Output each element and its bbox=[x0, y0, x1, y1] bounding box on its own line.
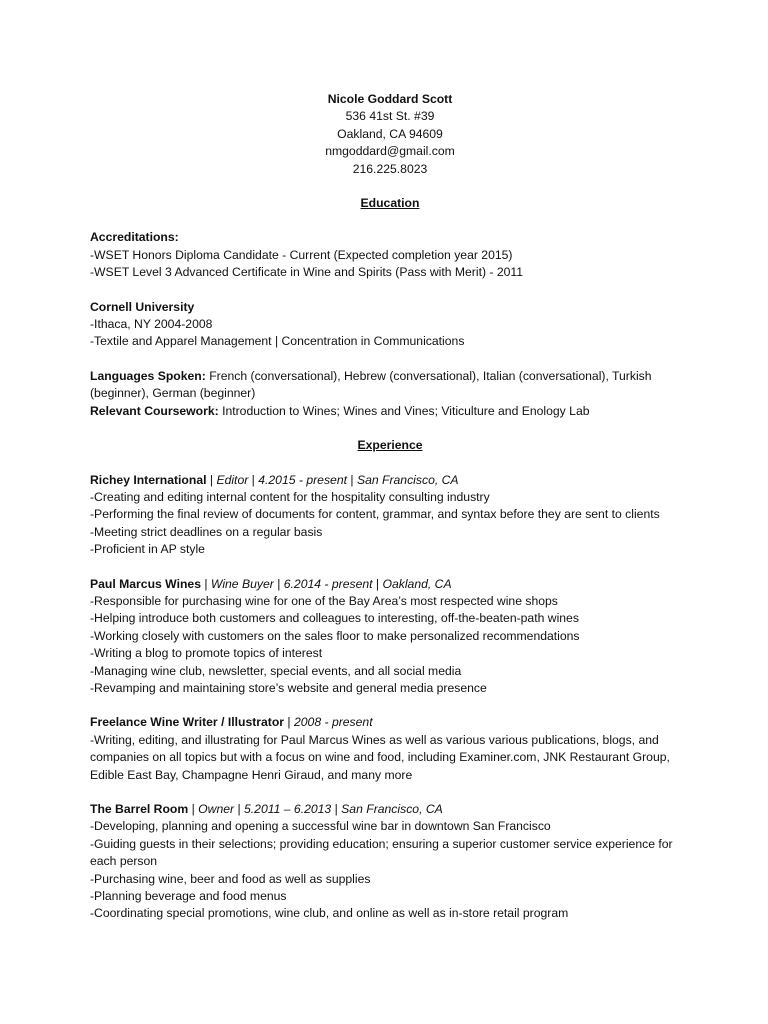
job-duty: -Creating and editing internal content for the hospitality consulting industry bbox=[90, 489, 490, 504]
separator: | bbox=[200, 576, 211, 591]
job-duty: -Coordinating special promotions, wine club, and online as well as in-store retail program bbox=[90, 906, 569, 921]
separator: | bbox=[273, 576, 284, 591]
job-location: San Francisco, CA bbox=[341, 802, 443, 816]
languages-text: French (conversational), Hebrew (conversational), Italian (conversational), Turkish (beginner), German (beginner) bbox=[90, 368, 652, 401]
relevant-coursework bbox=[90, 403, 690, 420]
candidate-name: Nicole Goddard Scott bbox=[327, 92, 453, 106]
resume-page bbox=[90, 91, 690, 940]
address-line-2: Oakland, CA 94609 bbox=[337, 126, 443, 141]
job-entry bbox=[90, 801, 690, 923]
job-dates: 6.2014 - present bbox=[283, 576, 373, 591]
phone-number: 216.225.8023 bbox=[352, 161, 428, 176]
separator: | bbox=[284, 715, 294, 730]
languages-and-coursework bbox=[90, 368, 690, 420]
job-duty: -Writing a blog to promote topics of interest bbox=[90, 646, 323, 661]
separator: | bbox=[331, 802, 342, 816]
job-duty: -Responsible for purchasing wine for one of the Bay Area’s most respected wine shops bbox=[90, 593, 558, 608]
job-duty: -Performing the final review of documents for content, grammar, and syntax before they are sent to clients bbox=[90, 507, 660, 522]
job-duty: -Planning beverage and food menus bbox=[90, 889, 287, 904]
job-heading bbox=[90, 714, 690, 731]
job-role: Editor bbox=[216, 472, 249, 487]
job-duty: -Developing, planning and opening a successful wine bar in downtown San Francisco bbox=[90, 819, 551, 834]
languages-label: Languages Spoken: bbox=[90, 368, 206, 383]
languages-spoken bbox=[90, 368, 690, 403]
job-role: Wine Buyer bbox=[210, 576, 274, 591]
university-detail: -Textile and Apparel Management | Concentration in Communications bbox=[90, 334, 465, 349]
address-line-1: 536 41st St. #39 bbox=[345, 109, 435, 124]
job-duty: -Helping introduce both customers and colleagues to interesting, off-the-beaten-path wines bbox=[90, 611, 579, 626]
job-heading bbox=[90, 472, 690, 489]
job-dates: 2008 - present bbox=[294, 715, 373, 730]
job-company: Freelance Wine Writer / Illustrator bbox=[90, 715, 285, 730]
accreditation-item: -WSET Honors Diploma Candidate - Current (Expected completion year 2015) bbox=[90, 247, 513, 262]
job-role: Owner bbox=[198, 802, 235, 816]
separator: | bbox=[347, 472, 357, 487]
job-duty: -Managing wine club, newsletter, special events, and all social media bbox=[90, 663, 462, 678]
job-company: Richey International bbox=[90, 472, 207, 487]
separator: | bbox=[206, 472, 217, 487]
job-heading bbox=[90, 576, 690, 593]
education-heading: Education bbox=[360, 196, 420, 211]
job-company: Paul Marcus Wines bbox=[90, 576, 201, 591]
separator: | bbox=[234, 802, 245, 816]
accreditations-label: Accreditations: bbox=[90, 230, 179, 245]
experience-heading: Experience bbox=[357, 438, 423, 453]
job-entry bbox=[90, 472, 690, 559]
university-name: Cornell University bbox=[90, 299, 195, 314]
separator: | bbox=[248, 472, 259, 487]
accreditation-item: -WSET Level 3 Advanced Certificate in Wine and Spirits (Pass with Merit) - 2011 bbox=[90, 265, 524, 280]
coursework-text: Introduction to Wines; Wines and Vines; Viticulture and Enology Lab bbox=[218, 403, 590, 418]
job-duty: -Purchasing wine, beer and food as well as supplies bbox=[90, 871, 371, 886]
job-dates: 5.2011 – 6.2013 bbox=[244, 802, 332, 816]
job-location: San Francisco, CA bbox=[356, 472, 459, 487]
university-block bbox=[90, 299, 690, 351]
separator: | bbox=[372, 576, 383, 591]
job-duty: -Meeting strict deadlines on a regular basis bbox=[90, 524, 323, 539]
separator: | bbox=[188, 802, 199, 816]
job-duty: -Writing, editing, and illustrating for Paul Marcus Wines as well as various various publications, blogs, and companies on all topics but with a focus on wine and food, including Examiner.com, JNK Restaurant Group, Edible East Bay, Champagne Henri Giraud, and many more bbox=[90, 732, 670, 782]
job-company: The Barrel Room bbox=[90, 802, 189, 816]
job-duty: -Guiding guests in their selections; providing education; ensuring a superior customer service experience for each person bbox=[90, 836, 673, 869]
contact-header bbox=[90, 91, 690, 178]
job-entry bbox=[90, 714, 690, 784]
job-entry bbox=[90, 576, 690, 698]
email-address: nmgoddard@gmail.com bbox=[325, 144, 455, 159]
accreditations-block bbox=[90, 229, 690, 281]
job-location: Oakland, CA bbox=[382, 576, 452, 591]
job-duty: -Working closely with customers on the sales floor to make personalized recommendations bbox=[90, 628, 580, 643]
coursework-label: Relevant Coursework: bbox=[90, 403, 219, 418]
job-heading bbox=[90, 801, 690, 818]
job-duty: -Proficient in AP style bbox=[90, 542, 205, 557]
job-dates: 4.2015 - present bbox=[258, 472, 347, 487]
university-detail: -Ithaca, NY 2004-2008 bbox=[90, 317, 213, 332]
job-duty: -Revamping and maintaining store’s website and general media presence bbox=[90, 680, 487, 695]
